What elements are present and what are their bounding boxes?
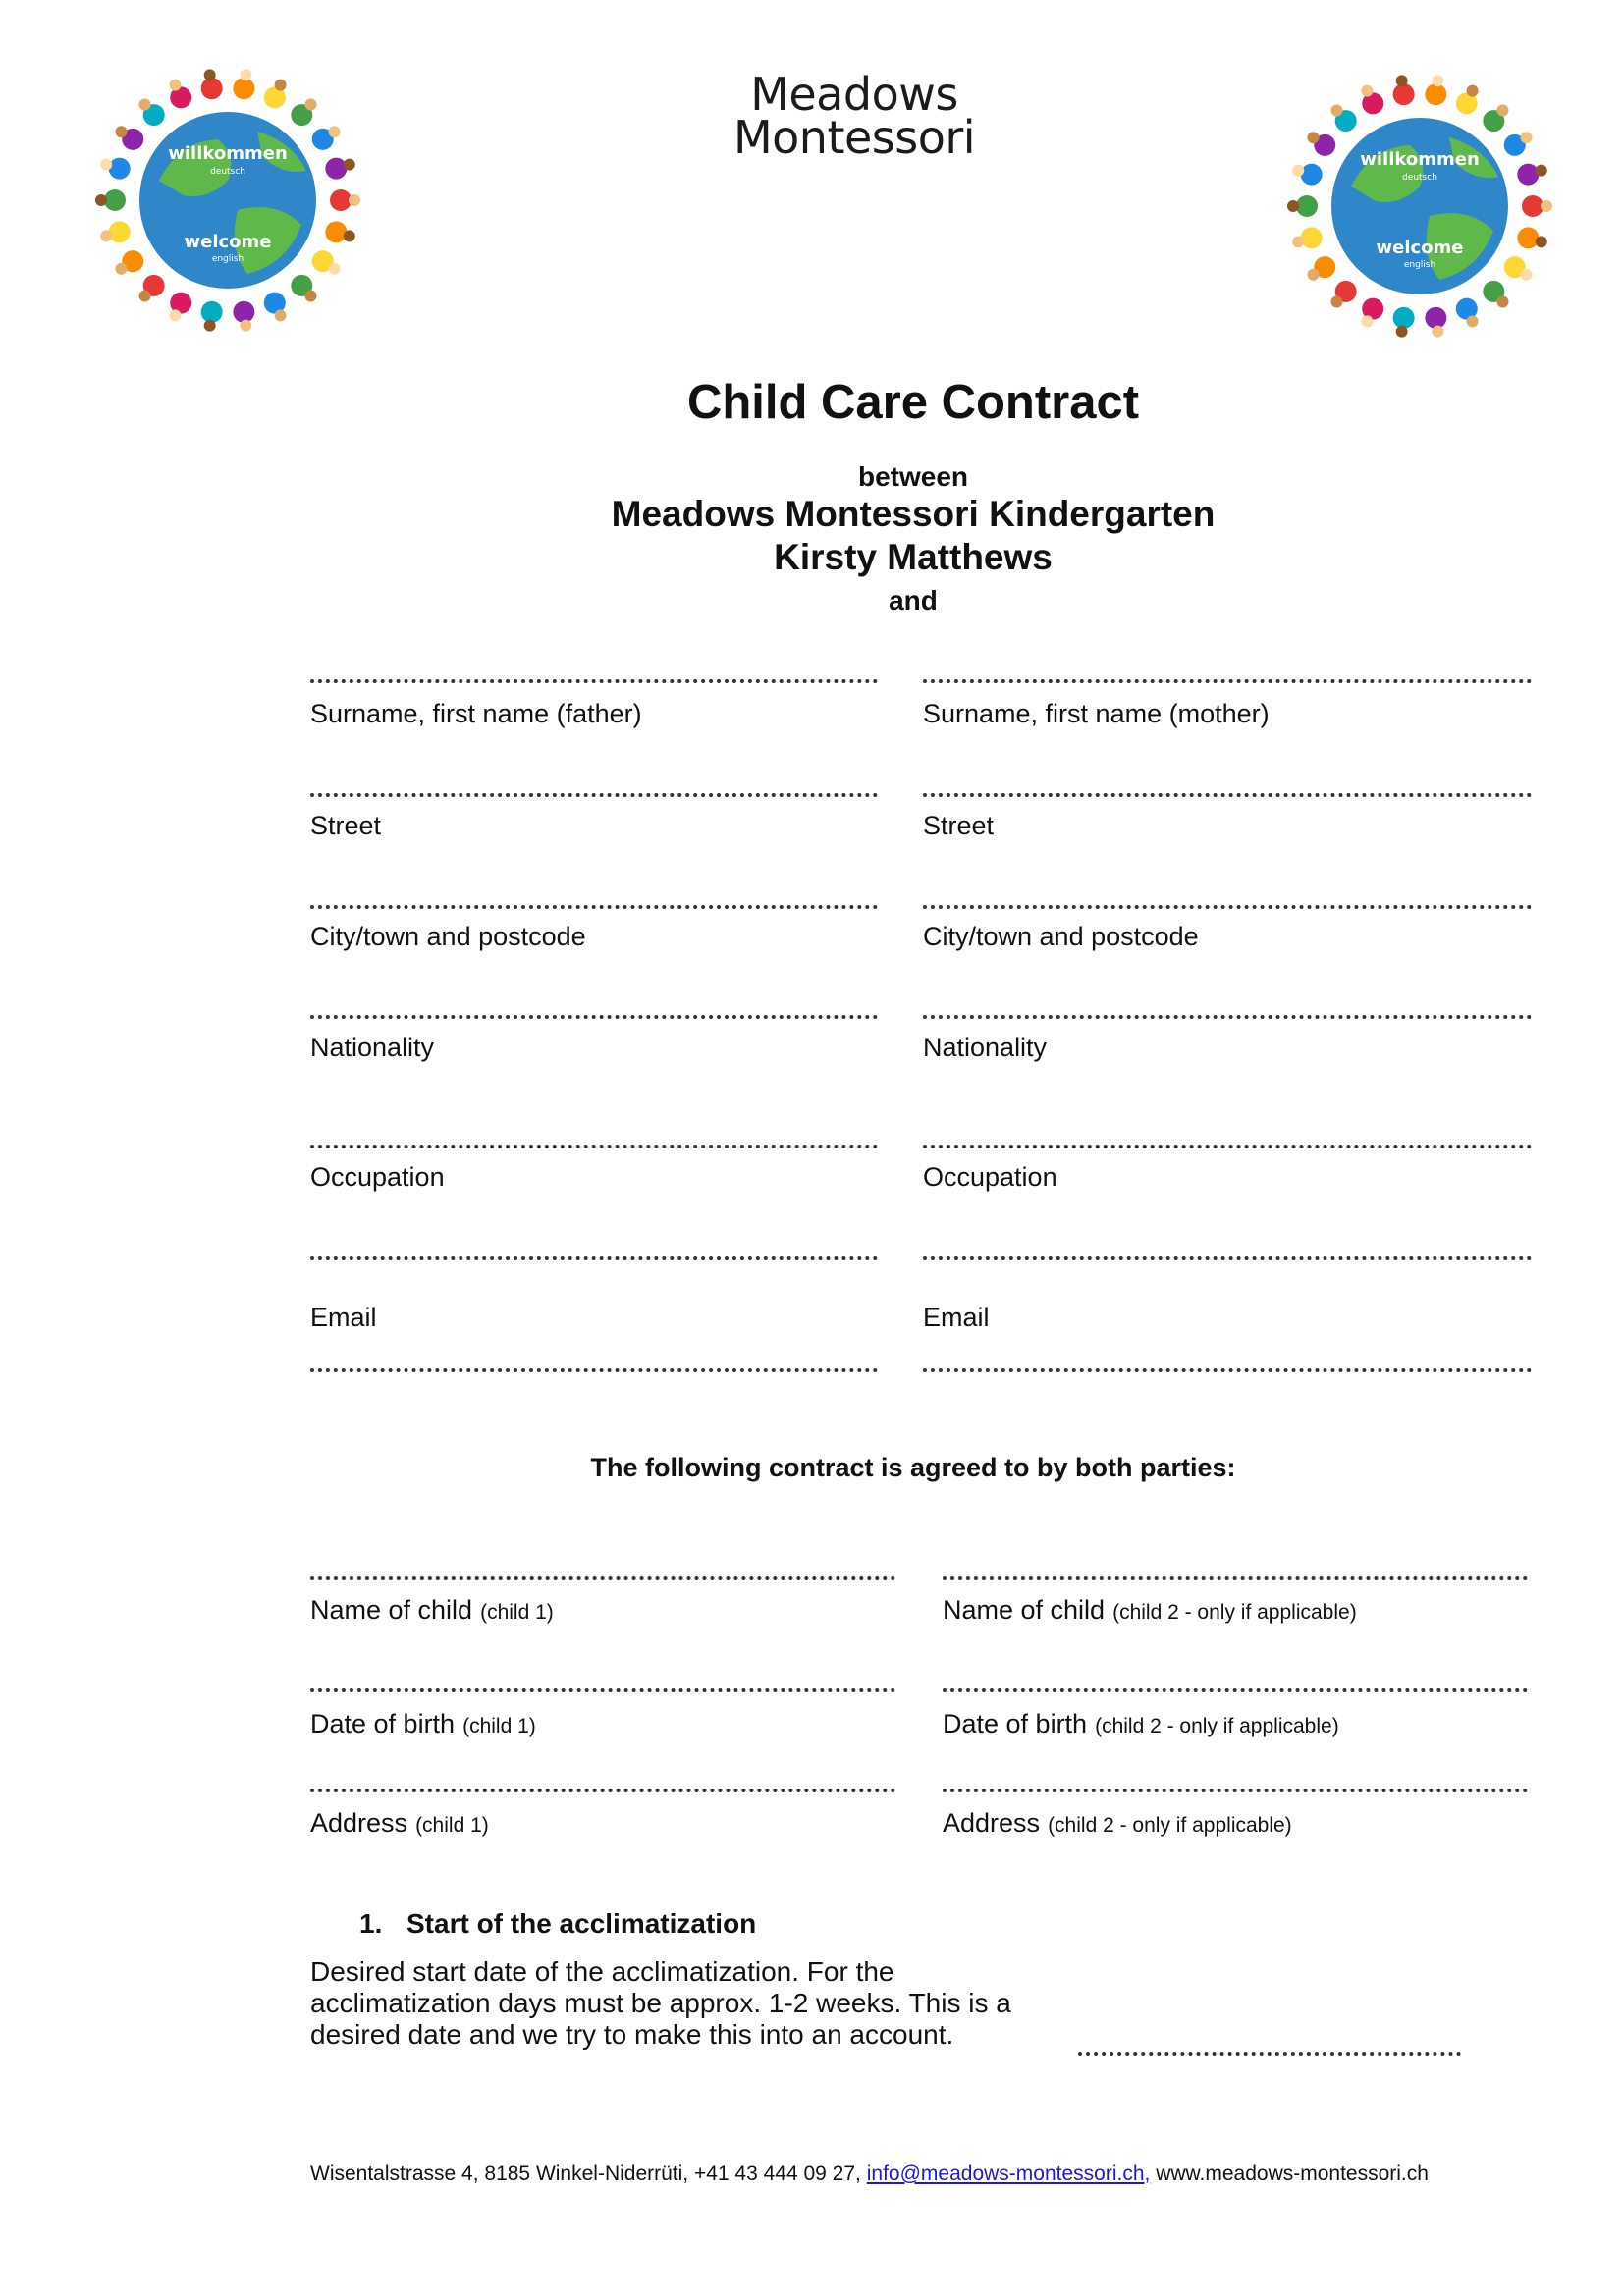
child-figure-head — [100, 230, 112, 241]
child-figure-head — [275, 309, 287, 321]
child-figure-body — [1425, 83, 1446, 105]
brand-line1: Meadows — [750, 68, 958, 121]
globe-logo-left — [90, 63, 365, 338]
child-figure-head — [1331, 105, 1343, 117]
mother-city-label: City/town and postcode — [923, 922, 1199, 951]
mother-nationality-line[interactable] — [923, 1015, 1532, 1019]
father-city-label: City/town and postcode — [310, 922, 586, 951]
child-figure-body — [1517, 164, 1539, 186]
child-figure-head — [344, 159, 355, 171]
child1-dob-label — [310, 1709, 536, 1739]
child-figure-head — [1287, 200, 1299, 212]
child-figure-body — [1517, 227, 1539, 248]
child-figure-head — [1307, 132, 1319, 143]
child-figure-head — [349, 194, 360, 206]
child-figure-body — [325, 158, 347, 180]
svg-text:deutsch: deutsch — [1402, 173, 1437, 183]
child2-dob-line[interactable] — [943, 1688, 1528, 1692]
child1-name-line[interactable] — [310, 1576, 895, 1580]
child-figure-head — [1292, 165, 1304, 177]
child-figure-head — [1536, 165, 1547, 177]
child-figure-head — [1361, 315, 1373, 327]
child2-name-label — [943, 1595, 1357, 1626]
child-figure-head — [1396, 75, 1408, 86]
mother-name-line[interactable] — [923, 679, 1532, 683]
child-figure-head — [115, 126, 127, 137]
child-figure-head — [1521, 269, 1533, 281]
child1-address-text: Address — [310, 1808, 408, 1838]
svg-text:welcome: welcome — [1376, 238, 1464, 258]
child-figure-head — [1307, 269, 1319, 281]
child-figure-head — [275, 80, 287, 91]
svg-text:willkommen: willkommen — [168, 143, 288, 164]
child-figure-head — [204, 320, 216, 332]
contract-title: Child Care Contract — [686, 376, 1140, 429]
child-figure-head — [95, 194, 107, 206]
child-figure-head — [344, 230, 355, 241]
child-figure-body — [109, 158, 131, 180]
child-figure-head — [240, 320, 251, 332]
child2-name-note: (child 2 - only if applicable) — [1112, 1601, 1357, 1624]
child1-dob-note: (child 1) — [462, 1715, 536, 1737]
svg-text:english: english — [1403, 260, 1436, 270]
child-figure-body — [104, 189, 126, 211]
child-figure-head — [1496, 105, 1508, 117]
child-figure-head — [115, 263, 127, 275]
agreement-statement: The following contract is agreed to by both parties: — [590, 1453, 1236, 1482]
brand-logo — [707, 68, 1001, 164]
child2-address-line[interactable] — [943, 1789, 1528, 1792]
child1-name-text: Name of child — [310, 1595, 473, 1625]
child-figure-body — [201, 78, 223, 99]
father-street-line[interactable] — [310, 793, 878, 797]
child1-name-label — [310, 1595, 554, 1626]
start-date-line[interactable] — [1078, 2052, 1461, 2056]
child-figure-head — [1536, 236, 1547, 247]
child-figure-head — [329, 263, 341, 275]
mother-email-line[interactable] — [923, 1368, 1532, 1372]
globe-logo-right — [1282, 69, 1557, 344]
child-figure-head — [1467, 85, 1479, 97]
footer-address: Wisentalstrasse 4, 8185 Winkel-Niderrüti, +41 43 444 09 27, — [310, 2163, 861, 2185]
child1-name-note: (child 1) — [480, 1601, 554, 1624]
mother-occupation-label: Occupation — [923, 1162, 1057, 1192]
child-figure-head — [304, 290, 316, 301]
child-figure-head — [1521, 132, 1533, 143]
child-figure-head — [1541, 200, 1552, 212]
brand-line2: Montessori — [732, 111, 976, 164]
mother-city-line[interactable] — [923, 905, 1532, 909]
child-figure-head — [1361, 85, 1373, 97]
child-figure-body — [109, 221, 131, 242]
child1-address-label — [310, 1808, 489, 1839]
child-figure-head — [240, 69, 251, 80]
child-figure-body — [1425, 307, 1446, 329]
child-figure-head — [304, 99, 316, 111]
father-occupation-line[interactable] — [310, 1145, 878, 1148]
section-1-title: Start of the acclimatization — [406, 1908, 757, 1939]
child-figure-head — [1331, 295, 1343, 307]
child1-dob-text: Date of birth — [310, 1709, 456, 1738]
footer — [310, 2163, 1429, 2186]
child-figure-body — [1301, 164, 1323, 186]
mother-nationality-label: Nationality — [923, 1033, 1048, 1062]
child-figure-head — [100, 159, 112, 171]
father-occupation-label: Occupation — [310, 1162, 445, 1192]
footer-email-link[interactable]: info@meadows-montessori.ch, — [866, 2163, 1151, 2185]
child-figure-head — [204, 69, 216, 80]
child-figure-head — [1467, 315, 1479, 327]
father-name-label: Surname, first name (father) — [310, 699, 642, 728]
footer-website: www.meadows-montessori.ch — [1156, 2163, 1429, 2185]
mother-email-label: Email — [923, 1303, 990, 1332]
child2-dob-label — [943, 1709, 1339, 1739]
child-figure-head — [139, 99, 151, 111]
father-street-label: Street — [310, 811, 382, 840]
and-label: and — [889, 585, 938, 615]
svg-text:willkommen: willkommen — [1360, 149, 1480, 170]
child-figure-body — [233, 301, 254, 323]
section-1-heading — [359, 1908, 756, 1940]
father-nationality-line[interactable] — [310, 1015, 878, 1019]
svg-text:english: english — [211, 254, 244, 264]
globe-icon — [90, 63, 365, 338]
child-figure-body — [325, 221, 347, 242]
child-figure-head — [1432, 75, 1443, 86]
father-city-line[interactable] — [310, 905, 878, 909]
child-figure-head — [1396, 326, 1408, 338]
svg-text:welcome: welcome — [184, 232, 272, 252]
child2-dob-text: Date of birth — [943, 1709, 1088, 1738]
party-one — [0, 493, 1624, 579]
child2-name-text: Name of child — [943, 1595, 1106, 1625]
section-1-number: 1. — [359, 1908, 383, 1939]
section-1-body: Desired start date of the acclimatization. For the acclimatization days must be approx. 1-2 weeks. This is a desired date and we try to make this into an account. — [310, 1956, 1011, 2050]
child-figure-body — [201, 301, 223, 323]
party-one-org: Meadows Montessori Kindergarten — [611, 494, 1216, 534]
child-figure-head — [329, 126, 341, 137]
father-email-top-line — [310, 1256, 878, 1260]
between-label: between — [857, 461, 969, 492]
child2-address-label — [943, 1808, 1292, 1839]
svg-text:deutsch: deutsch — [210, 167, 245, 177]
mother-street-label: Street — [923, 811, 995, 840]
mother-name-label: Surname, first name (mother) — [923, 699, 1270, 728]
father-nationality-label: Nationality — [310, 1033, 435, 1062]
mother-email-top-line — [923, 1256, 1532, 1260]
child1-address-line[interactable] — [310, 1789, 895, 1792]
child2-address-note: (child 2 - only if applicable) — [1048, 1814, 1292, 1837]
child2-name-line[interactable] — [943, 1576, 1528, 1580]
child-figure-head — [1496, 295, 1508, 307]
child2-dob-note: (child 2 - only if applicable) — [1095, 1715, 1339, 1737]
child-figure-body — [1301, 227, 1323, 248]
child-figure-body — [1393, 83, 1415, 105]
globe-icon — [1282, 69, 1557, 344]
child-figure-body — [330, 189, 352, 211]
father-email-line[interactable] — [310, 1368, 878, 1372]
party-one-person: Kirsty Matthews — [774, 537, 1053, 577]
child-figure-head — [169, 80, 181, 91]
child-figure-body — [1393, 307, 1415, 329]
child-figure-head — [139, 290, 151, 301]
child2-address-text: Address — [943, 1808, 1041, 1838]
father-name-line[interactable] — [310, 679, 878, 683]
mother-occupation-line[interactable] — [923, 1145, 1532, 1148]
child1-dob-line[interactable] — [310, 1688, 895, 1692]
mother-street-line[interactable] — [923, 793, 1532, 797]
child-figure-head — [1432, 326, 1443, 338]
child-figure-head — [1292, 236, 1304, 247]
child-figure-head — [169, 309, 181, 321]
child1-address-note: (child 1) — [415, 1814, 489, 1837]
child-figure-body — [1522, 195, 1543, 217]
child-figure-body — [233, 78, 254, 99]
father-email-label: Email — [310, 1303, 377, 1332]
child-figure-body — [1296, 195, 1318, 217]
